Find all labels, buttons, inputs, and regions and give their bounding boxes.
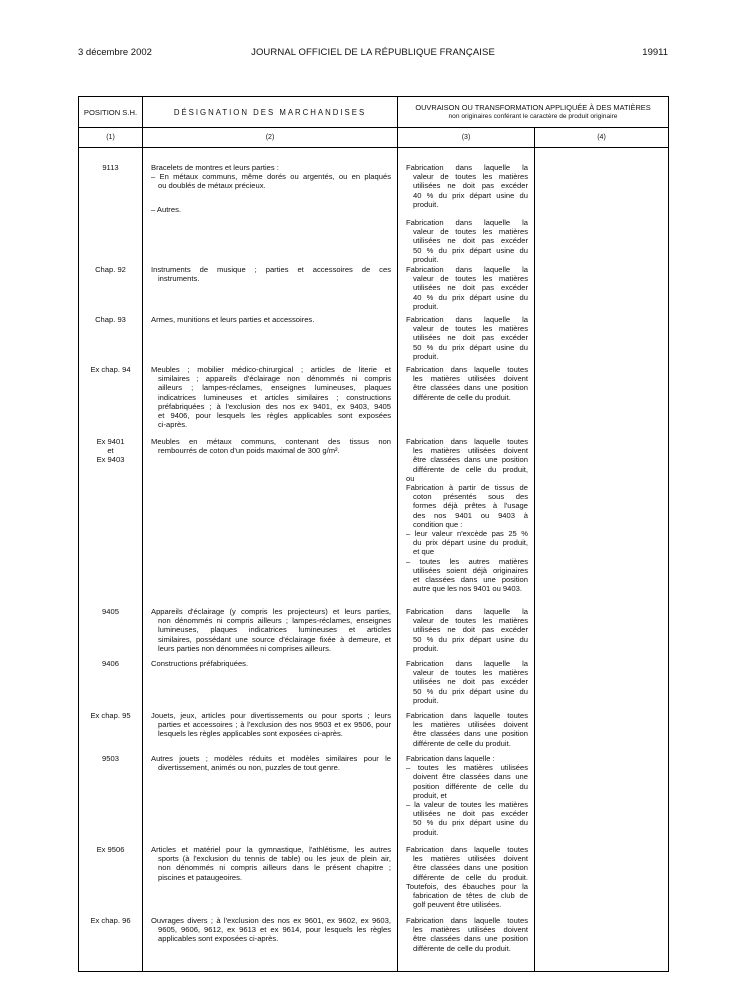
text-line: produit. [413, 301, 439, 311]
text-line: et que [413, 547, 435, 557]
text-line: Fabrication dans laquelle la [406, 315, 528, 324]
rule-paragraph [406, 916, 528, 953]
text-line: Fabrication dans laquelle la [406, 607, 528, 616]
designation-paragraph [151, 365, 391, 429]
text-line: – toutes les matières utilisées [406, 763, 528, 773]
text-line: – toutes les autres matières [406, 556, 528, 566]
processing-rule [406, 265, 528, 311]
rules-of-origin-table [78, 96, 669, 972]
rule-paragraph [406, 845, 528, 909]
text-line: similaires ; appareils d'éclairage non dénommés ni compris [158, 374, 391, 384]
text-line: similaires, possédant une source d'éclairage fixée à demeure, et [158, 634, 391, 644]
text-line: valeur de toutes les matières [413, 227, 528, 237]
designation-paragraph [151, 711, 391, 739]
goods-designation [151, 754, 391, 772]
text-line: Fabrication dans laquelle la [406, 163, 528, 172]
text-line: applicables sont exposées ci-après. [158, 934, 279, 944]
designation-paragraph [151, 265, 391, 283]
text-line: – leur valeur n'excède pas 25 % [406, 529, 528, 539]
text-line: doivent être classées dans une [413, 772, 528, 782]
processing-rule [406, 437, 528, 593]
goods-designation [151, 659, 391, 668]
text-line: Fabrication dans laquelle toutes [406, 437, 528, 446]
column-number: (2) [265, 134, 275, 141]
text-line: Fabrication dans laquelle toutes [406, 365, 528, 374]
designation-paragraph [151, 754, 391, 772]
processing-rule [406, 163, 528, 264]
text-line: du prix départ usine du produit, [413, 538, 528, 548]
text-line: différente de celle du produit. [413, 943, 511, 953]
text-line: divertissement, animés ou non, puzzles de tout genre. [158, 763, 340, 773]
designation-paragraph [151, 916, 391, 944]
text-line: ailleurs ; lampes-réclames, enseignes lumineuses, plaques [158, 383, 391, 393]
journal-title: JOURNAL OFFICIEL DE LA RÉPUBLIQUE FRANÇAISE [251, 47, 495, 58]
text-line: être classées dans une position [413, 383, 528, 393]
text-line: indicatrices lumineuses et articles similaires ; constructions [158, 392, 391, 402]
goods-designation [151, 315, 391, 324]
designation-paragraph [151, 205, 391, 214]
text-line: Instruments de musique ; parties et accessoires de ces [151, 265, 391, 274]
column-number: (4) [597, 134, 606, 141]
processing-rule [406, 711, 528, 748]
rule-paragraph [406, 365, 528, 402]
text-line: Articles et matériel pour la gymnastique, l'athlétisme, les autres [151, 845, 391, 854]
designation-paragraph [151, 607, 391, 653]
text-line: Fabrication dans laquelle toutes [406, 845, 528, 854]
goods-designation [151, 265, 391, 283]
text-line: préfabriquées ; à l'exclusion des nos ex 9401, ex 9403, 9405 [158, 401, 391, 411]
column-header-processing-sub: non originaires conférant le caractère de produit originaire [448, 113, 618, 120]
text-line: Fabrication dans laquelle toutes [406, 711, 528, 720]
text-line: autre que les nos 9401 ou 9403. [413, 584, 522, 594]
text-line: instruments. [158, 274, 200, 284]
text-line: utilisées ne doit pas excéder [413, 809, 528, 819]
designation-paragraph [151, 437, 391, 455]
text-line: Armes, munitions et leurs parties et accessoires. [151, 315, 315, 324]
processing-rule [406, 365, 528, 402]
processing-rule [406, 607, 528, 653]
text-line: 50 % du prix départ usine du [413, 686, 528, 696]
rule-paragraph [406, 607, 528, 653]
position-code: Ex chap. 96 [90, 916, 131, 925]
text-line: leurs parties non dénommées ni comprises ailleurs. [158, 643, 332, 653]
text-line: différente de celle du produit. [413, 392, 511, 402]
rule-paragraph [406, 315, 528, 361]
processing-rule [406, 916, 528, 953]
column-header-position: POSITION S.H. [83, 107, 138, 117]
position-code: Ex chap. 94 [90, 365, 131, 374]
position-code: Ex 9506 [96, 845, 125, 854]
text-line: produit. [413, 199, 439, 209]
text-line: valeur de toutes les matières [413, 324, 528, 334]
text-line: ou [406, 473, 415, 483]
text-line: les matières utilisées doivent [413, 854, 528, 864]
text-line: différente de celle du produit. [413, 872, 528, 882]
text-line: les matières utilisées doivent [413, 925, 528, 935]
text-line: coton présentés sous des [413, 492, 528, 502]
text-line: valeur de toutes les matières [413, 172, 528, 182]
text-line: – En métaux communs, même dorés ou argentés, ou en plaqués [151, 172, 391, 182]
text-line: Constructions préfabriquées. [151, 659, 249, 668]
text-line: produit. [413, 351, 439, 361]
text-line: produit. [413, 254, 439, 264]
text-line: valeur de toutes les matières [413, 274, 528, 284]
position-code: 9113 [102, 163, 119, 172]
designation-paragraph [151, 315, 391, 324]
text-line: les matières utilisées doivent [413, 374, 528, 384]
goods-designation [151, 607, 391, 653]
text-line: 9605, 9606, 9612, ex 9613 et ex 9614, pour lesquels les règles [158, 925, 391, 935]
text-line: piscines et pataugeoires. [158, 872, 243, 882]
text-line: fabrication de têtes de club de [413, 891, 528, 901]
text-line: être classées dans une position [413, 863, 528, 873]
text-line: Jouets, jeux, articles pour divertissements ou pour sports ; leurs [151, 711, 391, 720]
text-line: non dénommés ni compris ailleurs ; lampes-réclames, enseignes [158, 616, 391, 626]
text-line: valeur de toutes les matières [413, 616, 528, 626]
goods-designation [151, 711, 391, 739]
text-line: différente de celle du produit. [413, 738, 511, 748]
designation-paragraph [151, 163, 391, 191]
column-divider [534, 127, 535, 971]
text-line: sports (à l'exclusion du tennis de table) ou les jeux de plein air, [158, 854, 391, 864]
text-line: condition que : [413, 519, 463, 529]
text-line: parties et accessoires ; à l'exclusion des nos 9503 et ex 9506, pour [158, 720, 391, 730]
text-line: 50 % du prix départ usine du [413, 634, 528, 644]
text-line: utilisées ne doit pas excéder [413, 236, 528, 246]
column-divider [142, 97, 143, 971]
goods-designation [151, 365, 391, 429]
text-line: Appareils d'éclairage (y compris les projecteurs) et leurs parties, [151, 607, 391, 616]
text-line: produit. [413, 695, 439, 705]
processing-rule [406, 845, 528, 909]
text-line: différente de celle du produit, [413, 464, 528, 474]
text-line: lumineuses, plaques indicatrices lumineuses et articles [158, 625, 391, 635]
text-line: Fabrication dans laquelle la [406, 265, 528, 274]
text-line: produit. [413, 827, 439, 837]
goods-designation [151, 163, 391, 214]
text-line: 40 % du prix départ usine du [413, 292, 528, 302]
text-line: lesquels les règles applicables sont exposées ci-après. [158, 729, 343, 739]
column-header-processing: OUVRAISON OU TRANSFORMATION APPLIQUÉE À DES MATIÈRES non originaires conférant le caractère de produit originaire [415, 103, 651, 120]
column-number: (1) [106, 134, 115, 141]
rule-paragraph [406, 659, 528, 705]
text-line: Fabrication dans laquelle la [406, 218, 528, 228]
rule-paragraph [406, 163, 528, 209]
column-number-divider [79, 147, 668, 148]
text-line: des nos 9401 ou 9403 à [413, 510, 528, 520]
running-header [78, 47, 668, 61]
column-number: (3) [461, 134, 471, 141]
text-line: Autres jouets ; modèles réduits et modèles similaires pour le [151, 754, 391, 763]
goods-designation [151, 845, 391, 882]
text-line: position différente de celle du [413, 781, 528, 791]
text-line: Meubles ; mobilier médico-chirurgical ; articles de literie et [151, 365, 391, 374]
text-line: – la valeur de toutes les matières [406, 800, 528, 810]
text-line: Ouvrages divers ; à l'exclusion des nos ex 9601, ex 9602, ex 9603, [151, 916, 391, 925]
designation-paragraph [151, 659, 391, 668]
text-line: Bracelets de montres et leurs parties : [151, 163, 279, 172]
text-line: utilisées ne doit pas excéder [413, 283, 528, 293]
text-line: les matières utilisées doivent [413, 446, 528, 456]
position-code: Chap. 92 [95, 265, 126, 274]
text-line: golf peuvent être utilisées. [413, 900, 502, 910]
text-line: Fabrication dans laquelle toutes [406, 916, 528, 925]
text-line: et 9406, pour lesquels les règles applicables sont exposées [158, 411, 391, 421]
text-line: formes déjà prêtes à l'usage [413, 501, 528, 511]
text-line: Meubles en métaux communs, contenant des tissus non [151, 437, 391, 446]
text-line: rembourrés de coton d'un poids maximal de 300 g/m². [158, 446, 340, 456]
position-code: Ex 9401 et Ex 9403 [96, 437, 125, 465]
position-code: 9503 [102, 754, 119, 763]
text-line: 50 % du prix départ usine du [413, 818, 528, 828]
text-line: non dénommés ni compris ailleurs dans le présent chapitre ; [158, 863, 391, 873]
text-line: les matières utilisées doivent [413, 720, 528, 730]
rule-paragraph [406, 437, 528, 593]
text-line: et classées dans une position [413, 575, 528, 585]
text-line: Fabrication dans laquelle la [406, 659, 528, 668]
text-line: 50 % du prix départ usine du [413, 342, 528, 352]
column-divider [397, 97, 398, 971]
page-number: 19911 [642, 47, 668, 58]
goods-designation [151, 916, 391, 944]
text-line: utilisées soient déjà originaires [413, 565, 528, 575]
designation-paragraph [151, 845, 391, 882]
text-line: être classées dans une position [413, 455, 528, 465]
text-line: utilisées ne doit pas excéder [413, 677, 528, 687]
rule-paragraph [406, 265, 528, 311]
position-code: Ex chap. 95 [90, 711, 131, 720]
text-line: Fabrication à partir de tissus de [406, 483, 528, 493]
goods-designation [151, 437, 391, 455]
processing-rule [406, 659, 528, 705]
text-line: Toutefois, des ébauches pour la [406, 881, 528, 891]
text-line: – Autres. [151, 204, 181, 214]
text-line: utilisées ne doit pas excéder [413, 181, 528, 191]
processing-rule [406, 754, 528, 837]
text-line: être classées dans une position [413, 934, 528, 944]
rule-paragraph [406, 218, 528, 264]
text-line: ci-après. [158, 420, 188, 430]
text-line: valeur de toutes les matières [413, 668, 528, 678]
position-code: Chap. 93 [95, 315, 126, 324]
text-line: 40 % du prix départ usine du [413, 190, 528, 200]
issue-date: 3 décembre 2002 [78, 47, 152, 58]
rule-paragraph [406, 711, 528, 748]
text-line: 50 % du prix départ usine du [413, 245, 528, 255]
text-line: produit, et [413, 790, 447, 800]
text-line: être classées dans une position [413, 729, 528, 739]
text-line: produit. [413, 643, 439, 653]
rule-paragraph [406, 754, 528, 837]
text-line: ou doublés de métaux précieux. [158, 181, 266, 191]
position-code: 9405 [102, 607, 119, 616]
position-code: 9406 [102, 659, 119, 668]
text-line: utilisées ne doit pas excéder [413, 333, 528, 343]
text-line: Fabrication dans laquelle : [406, 754, 495, 763]
processing-rule [406, 315, 528, 361]
text-line: utilisées ne doit pas excéder [413, 625, 528, 635]
column-header-designation: DÉSIGNATION DES MARCHANDISES [173, 107, 367, 117]
